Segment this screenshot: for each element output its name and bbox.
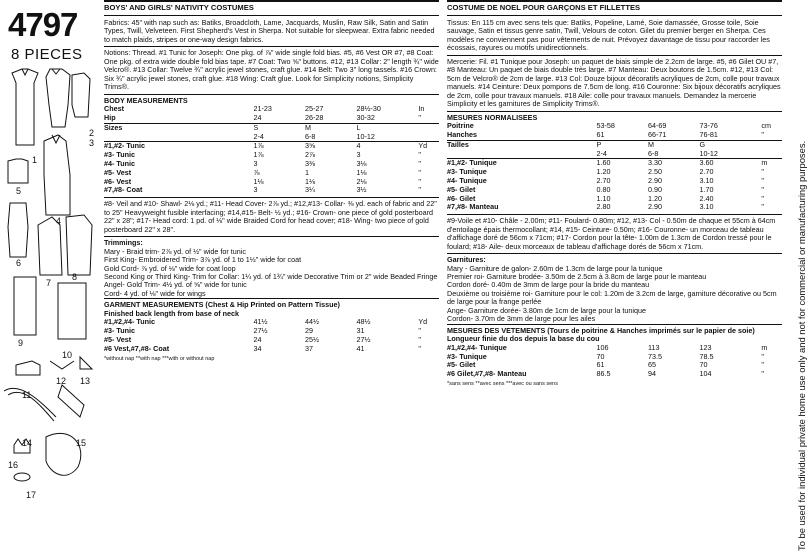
french-body-table <box>447 122 782 212</box>
pattern-pieces-illustration <box>0 65 98 559</box>
list-item: First King- Embroidered Trim- 3⅞ yd. of 1 to 1½" wide for coat <box>104 255 302 265</box>
french-garment-table <box>447 344 782 379</box>
list-item: Cordon- 3.70m de 3mm de large pour les ailes <box>447 314 596 324</box>
figure-panel <box>0 0 98 559</box>
figure-label: 17 <box>26 490 37 500</box>
english-title: BOYS' AND GIRLS' NATIVITY COSTUMES <box>104 0 439 16</box>
table-row: #6 Gilet,#7,#8- Manteau 86.5 94 104 " <box>447 369 764 379</box>
english-trim-title: Trimmings: <box>104 238 143 248</box>
pieces-count: 8 PIECES <box>11 46 83 63</box>
english-notions: Notions: Thread. #1 Tunic for Joseph: One pkg. of ⅞" wide single fold bias. #5, #6 Vest OR #7, #8 Coat: One pkg. of extra wide double fold bias tape. #7 Coat: Two ⅝" buttons. #12, #13 Collar: 2" length ¾" wide Velcro®. #13 Collar: Twelve ¾" acrylic jewel stones, craft glue. #14 Belt: Two 3" long tassels. #16 Crown: Six ¾" acrylic jewel stones, craft glue. #18 Wing: Craft glue. Look for Simplicity notions, Simplicity Trims®. <box>104 48 439 92</box>
figure-label: 7 <box>46 278 52 288</box>
pattern-number: 4797 <box>8 6 78 43</box>
table-row: Chest 21-23 25-27 28½-30 In <box>104 104 425 114</box>
english-column <box>104 0 439 362</box>
list-item: Mary - Garniture de galon- 2.60m de 1.3cm de large pour la tunique <box>447 263 663 273</box>
french-footnote: *sans sens **avec sens ***avec ou sans sens <box>447 381 558 387</box>
list-item: Gold Cord- ⅞ yd. of ⅛" wide for coat loop <box>104 263 236 273</box>
list-item: Angel- Gold Trim- 4½ yd. of ⅝" wide for tunic <box>104 280 247 290</box>
table-row: #5- Gilet 61 65 70 " <box>447 360 764 370</box>
table-row: #7,#8- Manteau 2.80 2.90 3.10 " <box>447 202 764 212</box>
table-row: #6- Gilet 1.10 1.20 2.40 " <box>447 193 764 203</box>
english-garment-sub: Finished back length from base of neck <box>104 308 239 318</box>
table-row: #1,#2,#4- Tunic 41½ 44½ 48½ Yd <box>104 317 428 327</box>
table-row: Poitrine 53-58 64-69 73-76 cm <box>447 121 771 131</box>
french-title: COSTUME DE NOEL POUR GARÇONS ET FILLETTES <box>447 0 782 16</box>
figure-label: 5 <box>16 186 22 196</box>
english-garment-title: GARMENT MEASUREMENTS (Chest & Hip Printed on Pattern Tissue) <box>104 298 439 309</box>
table-row: #5- Vest 24 25½ 27½ " <box>104 334 421 344</box>
table-row: Sizes S M L <box>104 123 439 132</box>
side-note-strip <box>795 0 809 559</box>
table-row: #3- Tunic 27½ 29 31 " <box>104 326 421 336</box>
table-row: #5- Gilet 0.80 0.90 1.70 " <box>447 184 764 194</box>
table-row: #3- Tunique 1.20 2.50 2.70 " <box>447 167 764 177</box>
french-trim-title: Garnitures: <box>447 255 486 265</box>
table-row: #4- Tunic 3 3⅜ 3⅛ " <box>104 159 421 168</box>
figure-label: 3 <box>89 138 95 148</box>
list-item: Cordon doré- 0.40m de 3mm de large pour la bride du manteau <box>447 280 650 290</box>
french-garment-sub: Longueur finie du dos depuis la base du cou <box>447 334 600 344</box>
french-body-title: MESURES NORMALISEES <box>447 112 538 122</box>
english-fabrics: Fabrics: 45" with nap such as: Batiks, Broadcloth, Lame, Jacquards, Muslin, Raw Silk, Satin and Satin Types, Twill, Velveteen. First Shepherd's Vest in Sherpa. Not suitable for sleepwear. Extra fabric needed to match plaids, stripes or one-way design fabrics. <box>104 17 435 44</box>
table-row: Hip 24 26-28 30-32 " <box>104 113 421 123</box>
table-row: #7,#8- Coat 3 3¼ 3½ " <box>104 185 421 195</box>
figure-label: 16 <box>8 460 19 470</box>
figure-label: 9 <box>18 338 24 348</box>
list-item: Cord- 4 yd. of ⅛" wide for wings <box>104 288 206 298</box>
english-body-title: BODY MEASUREMENTS <box>104 95 188 105</box>
table-row: #5- Vest ⅞ 1 1⅛ " <box>104 167 421 177</box>
french-notions: Mercerie: Fil. #1 Tunique pour Joseph: un paquet de biais simple de 2.2cm de large. #5, #6 Gilet OU #7, #8 Manteau: Un paquet de biais double très large. #7 Manteau: Deux boutons de 1.5cm. #12, #13 Col: 5cm de Velcro® de 2cm de large. #13 Col: Douze bijoux décoratifs acryliques de 2cm, colle pour travaux manuels. #14 Ceinture: Deux pompons de 7.5cm de long. #16 Couronne: Six bijoux décoratifs acryliques de 2cm, colle pour travaux manuels. #18 Aile: colle pour travaux manuels. Demandez la mercerie Simplicity et les garnitures de Simplicity Trims®. <box>447 56 781 109</box>
table-row: #1,#2- Tunique 1.60 3.30 3.60 m <box>447 159 782 168</box>
english-footnote: *without nap **with nap ***with or without nap <box>104 355 215 362</box>
table-row: #4- Tunique 2.70 2.90 3.10 " <box>447 175 764 185</box>
figure-label: 1 <box>32 155 38 165</box>
french-accessories: #9-Voile et #10- Châle - 2.00m; #11- Foulard- 0.80m; #12, #13- Col - 0.50m de chaque et 55cm à 64cm d'entoilage épais thermocollant; #14, #15- Ceinture- 0.50m; #16- Couronne- un morceau de tableau d'affichage doré de 56cm x 71cm; #17- Cordon pour la tête- 1.00m de 1.3cm de Cordon tressé pour le foulard; #18- Aile- deux morceaux de tableau d'affichage dorés de 56cm x 71cm. <box>447 216 776 251</box>
french-garment-title: MESURES DES VETEMENTS (Tours de poitrine & Hanches imprimés sur le papier de soie) <box>447 324 782 335</box>
table-row: 2-4 6-8 10-12 <box>596 148 718 158</box>
table-row: 2-4 6-8 10-12 <box>253 131 375 141</box>
figure-label: 6 <box>16 258 22 268</box>
list-item: Deuxième ou troisième roi- Garniture pour le col: 1.20m de 3.2cm de large, garniture décorative ou 5cm de large pour la frange perlée <box>447 288 777 307</box>
figure-label: 12 <box>56 376 67 386</box>
table-row: #3- Tunic 1⅞ 2⅞ 3 " <box>104 150 421 160</box>
list-item: Mary - Braid trim- 2⅞ yd. of ½" wide for tunic <box>104 246 246 256</box>
table-row: #6- Vest 1⅛ 1⅛ 2⅛ " <box>104 176 421 186</box>
figure-label: 11 <box>22 390 32 400</box>
list-item: Premier roi- Garniture brodée- 3.50m de 2.5cm à 3.8cm de large pour le manteau <box>447 272 707 281</box>
table-row: Tailles P M G <box>447 140 782 149</box>
english-garment-table <box>104 318 439 353</box>
figure-label: 4 <box>56 216 62 226</box>
list-item: Ange- Garniture dorée- 3.80m de 1cm de large pour la tunique <box>447 305 646 315</box>
figure-label: 8 <box>72 272 78 282</box>
english-body-table <box>104 105 439 195</box>
french-fabrics: Tissus: En 115 cm avec sens tels que: Batiks, Popeline, Lamé, Soie damassée, Grosse toile, Soie sauvage, Satin et tissus genre satin, Twill, Velours de coton. Gilet du premier berger en Sherpa. Ces modèles ne conviennent pas pour vêtements de nuit. Prévoyez davantage de tissu pour raccorder les écossais, rayures ou motifs unidirectionnels. <box>447 17 770 53</box>
english-accessories: #8- Veil and #10- Shawl- 2⅛ yd.; #11- Head Cover- 2⅞ yd.; #12,#13- Collar- ⅜ yd. each of fabric and 22" to 25" Heavyweight fusible interfacing; #14,#15- Belt- ½ yd.; #16- Crown- one piece of gold posterboard 22" x 28"; #17- Head cord: 1 pd. of ⅛" wide Braided Cord for head cover; #18- Wing- two piece of gold posterboard 22" x 28". <box>104 199 437 234</box>
figure-label: 14 <box>22 438 33 448</box>
figure-label: 15 <box>76 438 87 448</box>
figure-label: 13 <box>80 376 91 386</box>
figure-label: 10 <box>62 350 73 360</box>
table-row: #6 Vest,#7,#8- Coat 34 37 41 " <box>104 343 421 353</box>
table-row: Hanches 61 66-71 76-81 " <box>447 130 764 140</box>
table-row: #3- Tunique 70 73.5 78.5 " <box>447 351 764 361</box>
list-item: Second King or Third King- Trim for Collar: 1¼ yd. of 1¾" wide Decorative Trim or 2" wide Beaded Fringe <box>104 272 438 281</box>
side-note: To be used for individual private home use only and not for commercial or manufacturing purposes. <box>796 140 807 551</box>
figure-label: 2 <box>89 128 95 138</box>
table-row: #1,#2,#4- Tunique 106 113 123 m <box>447 342 768 352</box>
table-row: #1,#2- Tunic 1⅞ 3⅝ 4 Yd <box>104 142 439 151</box>
french-column <box>447 0 782 387</box>
